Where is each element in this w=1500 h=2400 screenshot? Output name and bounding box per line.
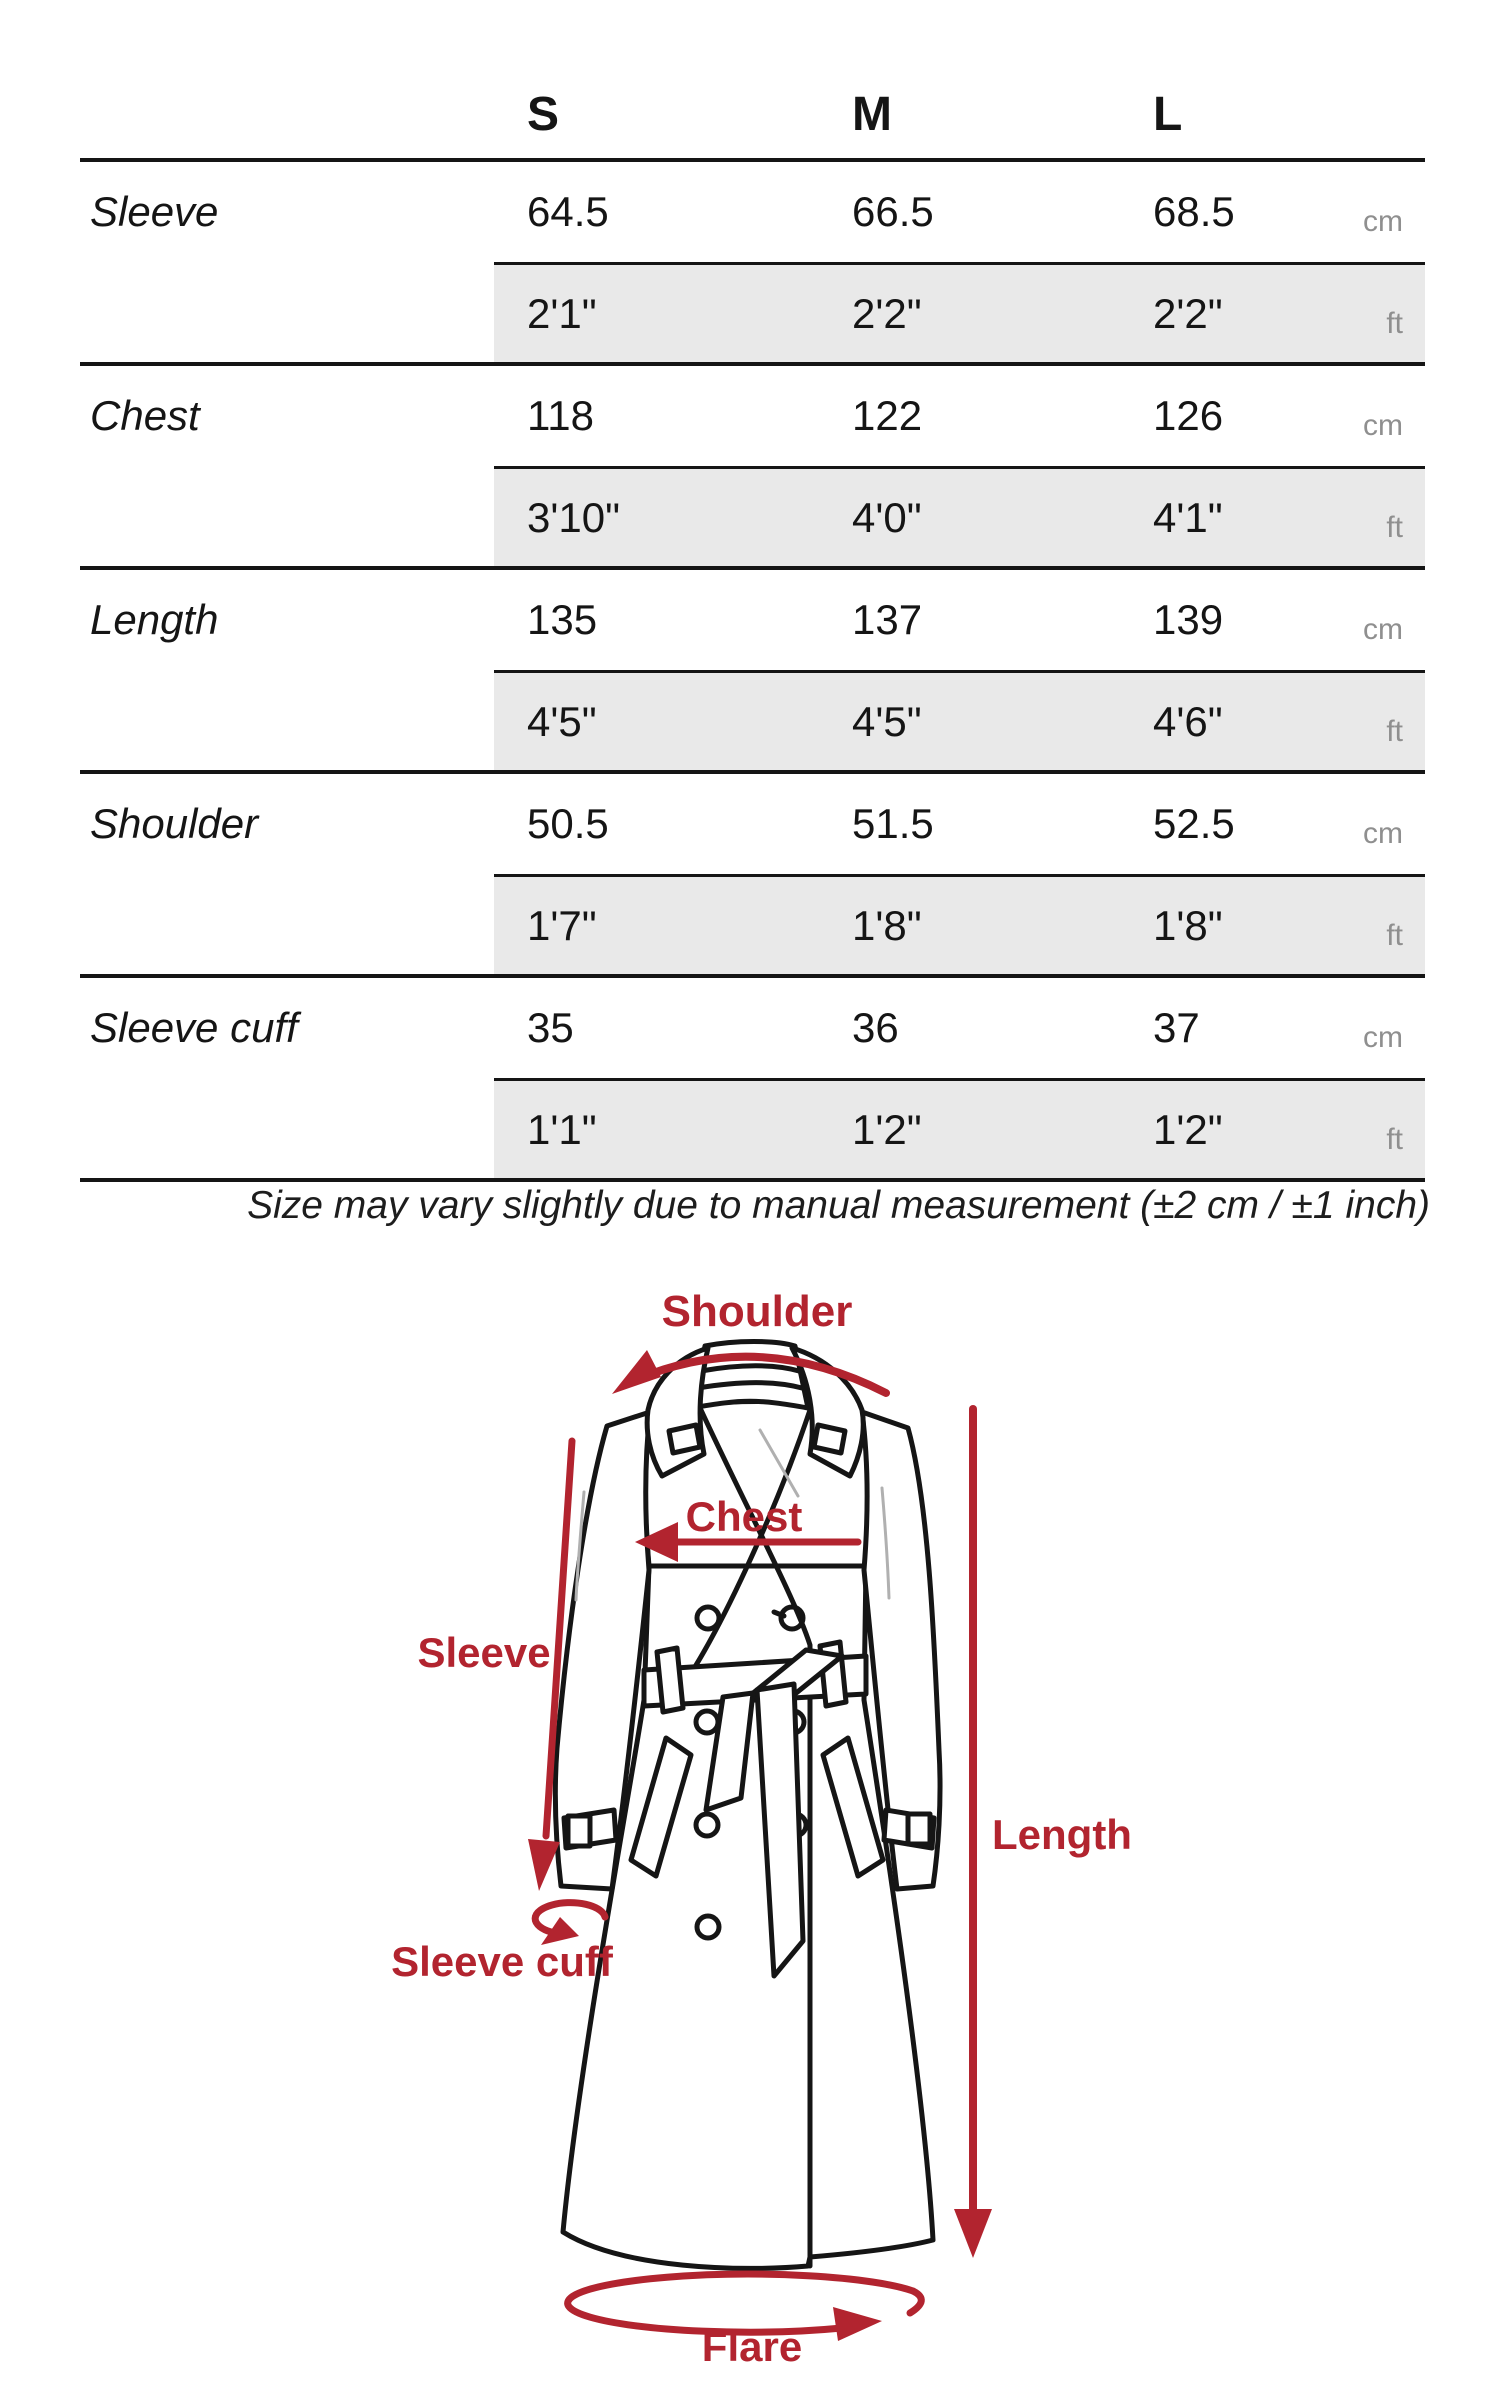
length-arrowhead-icon — [954, 2209, 992, 2258]
unit-label-ft: ft — [1330, 874, 1425, 978]
measurement-value-cm: 139 — [1153, 596, 1224, 643]
measurement-row-cm — [80, 366, 1425, 466]
left-cuff-buckle — [568, 1816, 590, 1846]
measurement-value-ft: 4'0" — [816, 466, 1117, 570]
measurement-row-cm — [80, 570, 1425, 670]
measurement-value-ft: 4'5" — [816, 670, 1117, 774]
measurement-value-cm: 50.5 — [527, 800, 609, 847]
measurement-row-cm — [80, 162, 1425, 262]
column-header-m: M — [852, 88, 892, 141]
measurement-row-ft — [80, 466, 1425, 570]
measurement-value-ft: 1'8" — [816, 874, 1117, 978]
measurement-label-spacer — [80, 262, 494, 366]
measurement-label: Chest — [90, 392, 200, 439]
length-annotation-label: Length — [992, 1811, 1132, 1858]
right-cuff-buckle — [908, 1814, 930, 1844]
measurement-label-spacer — [80, 874, 494, 978]
flare-annotation-label: Flare — [701, 2323, 803, 2370]
column-header-l: L — [1153, 88, 1183, 141]
measurement-label: Sleeve cuff — [90, 1004, 298, 1051]
measurement-value-ft: 1'2" — [816, 1078, 1117, 1182]
unit-label-cm: cm — [1363, 613, 1403, 646]
measurement-label: Sleeve — [90, 188, 219, 235]
measurement-value-ft: 4'1" — [1117, 466, 1330, 570]
measurement-label-spacer — [80, 466, 494, 570]
coat-measurement-diagram — [0, 1280, 1500, 2400]
measurement-value-cm: 137 — [852, 596, 923, 643]
left-belt-loop — [657, 1648, 683, 1712]
measurement-value-ft: 4'5" — [494, 670, 816, 774]
sleeve-annotation-label: Sleeve — [417, 1629, 551, 1676]
measurement-value-cm: 126 — [1153, 392, 1224, 439]
column-header-s: S — [527, 88, 560, 141]
measurement-value-ft: 1'2" — [1117, 1078, 1330, 1182]
size-table — [80, 42, 1425, 1182]
sleeve-arrowhead-icon — [528, 1839, 560, 1891]
measurement-row-ft — [80, 262, 1425, 366]
unit-label-cm: cm — [1363, 409, 1403, 442]
measurement-label: Shoulder — [90, 800, 259, 847]
measurement-value-ft: 3'10" — [494, 466, 816, 570]
measurement-row-ft — [80, 670, 1425, 774]
measurement-value-cm: 37 — [1153, 1004, 1200, 1051]
measurement-row-ft — [80, 1078, 1425, 1182]
measurement-value-cm: 64.5 — [527, 188, 609, 235]
measurement-value-cm: 35 — [527, 1004, 574, 1051]
flare-arrow-hook — [910, 2291, 921, 2313]
measurement-label-spacer — [80, 670, 494, 774]
measurement-value-ft: 4'6" — [1117, 670, 1330, 774]
size-table-body — [80, 162, 1425, 1182]
measurement-value-cm: 36 — [852, 1004, 899, 1051]
shoulder-arrowhead-icon — [612, 1350, 661, 1394]
sleeve-cuff-annotation-label: Sleeve cuff — [391, 1938, 613, 1985]
measurement-value-ft: 1'7" — [494, 874, 816, 978]
measurement-value-cm: 66.5 — [852, 188, 934, 235]
measurement-value-cm: 51.5 — [852, 800, 934, 847]
measurement-value-ft: 1'1" — [494, 1078, 816, 1182]
measurement-value-cm: 52.5 — [1153, 800, 1235, 847]
unit-label-ft: ft — [1330, 670, 1425, 774]
measurement-disclaimer: Size may vary slightly due to manual measurement (±2 cm / ±1 inch) — [247, 1184, 1430, 1227]
measurement-value-cm: 135 — [527, 596, 598, 643]
unit-label-cm: cm — [1363, 1021, 1403, 1054]
unit-label-ft: ft — [1330, 1078, 1425, 1182]
measurement-value-cm: 68.5 — [1153, 188, 1235, 235]
flare-arrowhead-icon — [833, 2307, 882, 2341]
measurement-value-cm: 122 — [852, 392, 923, 439]
unit-label-cm: cm — [1363, 817, 1403, 850]
unit-label-cm: cm — [1363, 205, 1403, 238]
header-spacer — [80, 42, 494, 158]
chest-annotation-label: Chest — [685, 1493, 803, 1540]
measurement-row-cm — [80, 978, 1425, 1078]
measurement-row-cm — [80, 774, 1425, 874]
shoulder-annotation-label: Shoulder — [661, 1287, 853, 1336]
size-table-header — [80, 42, 1425, 162]
measurement-value-ft: 2'1" — [494, 262, 816, 366]
measurement-value-ft: 1'8" — [1117, 874, 1330, 978]
measurement-value-ft: 2'2" — [1117, 262, 1330, 366]
measurement-row-ft — [80, 874, 1425, 978]
unit-label-ft: ft — [1330, 262, 1425, 366]
measurement-label-spacer — [80, 1078, 494, 1182]
measurement-label: Length — [90, 596, 219, 643]
measurement-value-cm: 118 — [527, 392, 594, 439]
unit-label-ft: ft — [1330, 466, 1425, 570]
measurement-value-ft: 2'2" — [816, 262, 1117, 366]
header-unit-spacer — [1330, 42, 1425, 158]
